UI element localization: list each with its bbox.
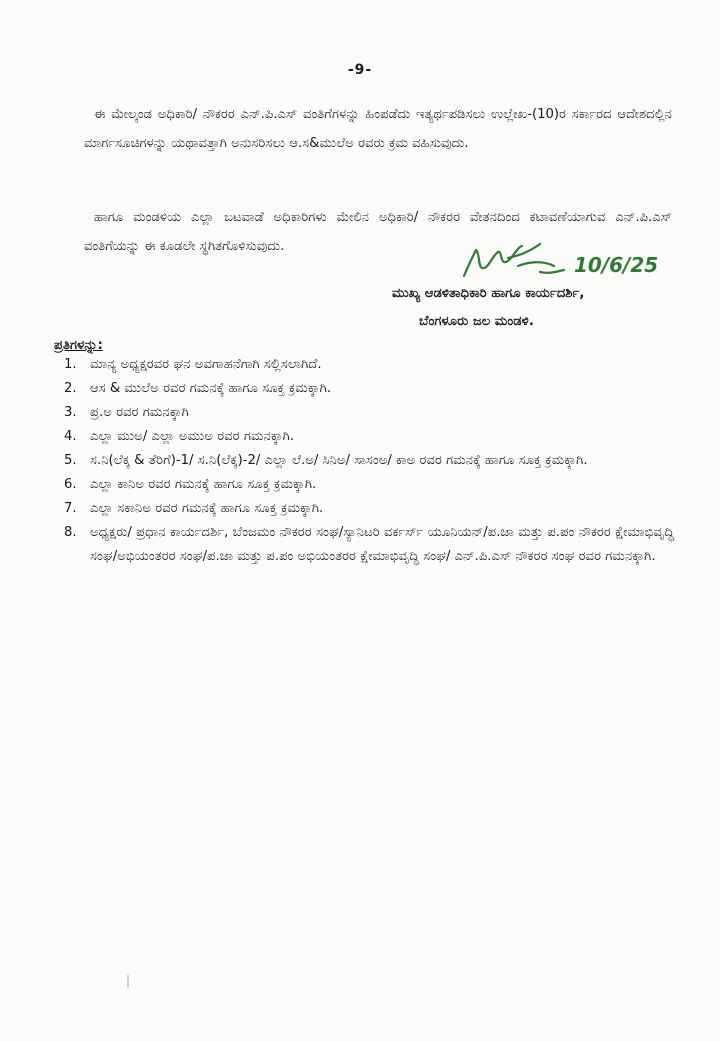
copy-item-number: 4.	[64, 429, 77, 444]
signatory-office: ಬೆಂಗಳೂರು ಜಲ ಮಂಡಳಿ.	[419, 314, 534, 329]
copy-item	[64, 497, 674, 521]
copy-item	[64, 353, 674, 377]
copy-item-text: ಸ.ನಿ(ಲೆಕ್ಕ & ತೆರಿಗೆ)-1/ ಸ.ನಿ(ಲೆಕ್ಕ)-2/ ಎಲ್ಲಾ ಲೆ.ಅ/ ಸಿನಿಅ/ ಸಾಸಂಅ/ ಕಾಅ ರವರ ಗಮನಕ್ಕೆ ಹಾಗೂ ಸೂಕ್ತ ಕ್ರಮಕ್ಕಾಗಿ.	[90, 453, 588, 468]
copy-item	[64, 425, 674, 449]
signatory-block	[392, 280, 692, 336]
copies-heading: ಪ್ರತಿಗಳನ್ನು:	[54, 338, 103, 353]
copy-item-number: 2.	[64, 381, 77, 396]
page-number: -9-	[347, 62, 373, 78]
copy-item-number: 5.	[64, 453, 77, 468]
paragraph-nps-stop-deduction: ಹಾಗೂ ಮಂಡಳಿಯ ಎಲ್ಲಾ ಬಟವಾಡೆ ಅಧಿಕಾರಿಗಳು ಮೇಲಿನ ಅಧಿಕಾರಿ/ ನೌಕರರ ವೇತನದಿಂದ ಕಟಾವಣೆಯಾಗುವ ಎನ್.ಪಿ.ಎಸ್ ವಂತಿಗೆಯನ್ನು ಈ ಕೂಡಲೇ ಸ್ಥಗಿತಗೊಳಿಸುವುದು.	[84, 210, 672, 254]
copy-item-number: 8.	[64, 525, 77, 540]
copy-item-text: ಮಾನ್ಯ ಅಧ್ಯಕ್ಷರವರ ಘನ ಅವಗಾಹನೆಗಾಗಿ ಸಲ್ಲಿಸಲಾಗಿದೆ.	[90, 357, 322, 372]
signatory-designation: ಮುಖ್ಯ ಆಡಳಿತಾಧಿಕಾರಿ ಹಾಗೂ ಕಾರ್ಯದರ್ಶಿ,	[392, 286, 585, 301]
copy-item	[64, 521, 674, 569]
copies-list	[64, 353, 674, 569]
copy-item-text: ಪ್ರ.ಅ ರವರ ಗಮನಕ್ಕಾಗಿ	[90, 405, 189, 420]
copy-item	[64, 449, 674, 473]
copy-item-text: ಎಲ್ಲಾ ಸಕಾನಿಅ ರವರ ಗಮನಕ್ಕೆ ಹಾಗೂ ಸೂಕ್ತ ಕ್ರಮಕ್ಕಾಗಿ.	[90, 501, 324, 516]
copy-item	[64, 401, 674, 425]
copy-item	[64, 377, 674, 401]
copy-item-number: 1.	[64, 357, 77, 372]
svg-text:10/6/25: 10/6/25	[574, 253, 659, 277]
paragraph-nps-withdrawal: ಈ ಮೇಲ್ಕಂಡ ಅಧಿಕಾರಿ/ ನೌಕರರ ಎನ್.ಪಿ.ಎಸ್ ವಂತಿಗೆಗಳನ್ನು ಹಿಂಪಡೆದು ಇತ್ಯರ್ಥಪಡಿಸಲು ಉಲ್ಲೇಖ-(10)ರ ಸರ್ಕಾರದ ಆದೇಶದಲ್ಲಿನ ಮಾರ್ಗಸೂಚಿಗಳನ್ನು ಯಥಾವತ್ತಾಗಿ ಅನುಸರಿಸಲು ಆ.ಸ&ಮುಲೆಅ ರವರು ಕ್ರಮ ವಹಿಸುವುದು.	[84, 107, 672, 151]
copy-item-text: ಅಧ್ಯಕ್ಷರು/ ಪ್ರಧಾನ ಕಾರ್ಯದರ್ಶಿ, ಬೆಂಜಮಂ ನೌಕರರ ಸಂಘ/ಸ್ಯಾನಿಟರಿ ವರ್ಕರ್ಸ್ ಯೂನಿಯನ್/ಪ.ಜಾ ಮತ್ತು ಪ.ಪಂ ನೌಕರರ ಕ್ಷೇಮಾಭಿವೃದ್ಧಿ ಸಂಘ/ಅಭಿಯಂತರರ ಸಂಘ/ಪ.ಜಾ ಮತ್ತು ಪ.ಪಂ ಅಭಿಯಂತರರ ಕ್ಷೇಮಾಭಿವೃದ್ಧಿ ಸಂಘ/ ಎನ್.ಪಿ.ಎಸ್ ನೌಕರರ ಸಂಘ ರವರ ಗಮನಕ್ಕಾಗಿ.	[90, 525, 674, 564]
handwritten-signature	[456, 236, 696, 284]
copy-item-text: ಎಲ್ಲಾ ಮುಅ/ ಎಲ್ಲಾ ಅಮುಅ ರವರ ಗಮನಕ್ಕಾಗಿ.	[90, 429, 295, 444]
copy-item-text: ಆಸ & ಮುಲೆಅ ರವರ ಗಮನಕ್ಕೆ ಹಾಗೂ ಸೂಕ್ತ ಕ್ರಮಕ್ಕಾಗಿ.	[90, 381, 332, 396]
copy-item-number: 7.	[64, 501, 77, 516]
copy-item-text: ಎಲ್ಲಾ ಕಾನಿಅ ರವರ ಗಮನಕ್ಕೆ ಹಾಗೂ ಸೂಕ್ತ ಕ್ರಮಕ್ಕಾಗಿ.	[90, 477, 317, 492]
copy-item	[64, 473, 674, 497]
copy-item-number: 3.	[64, 405, 77, 420]
copy-item-number: 6.	[64, 477, 77, 492]
scan-mark	[127, 975, 129, 987]
